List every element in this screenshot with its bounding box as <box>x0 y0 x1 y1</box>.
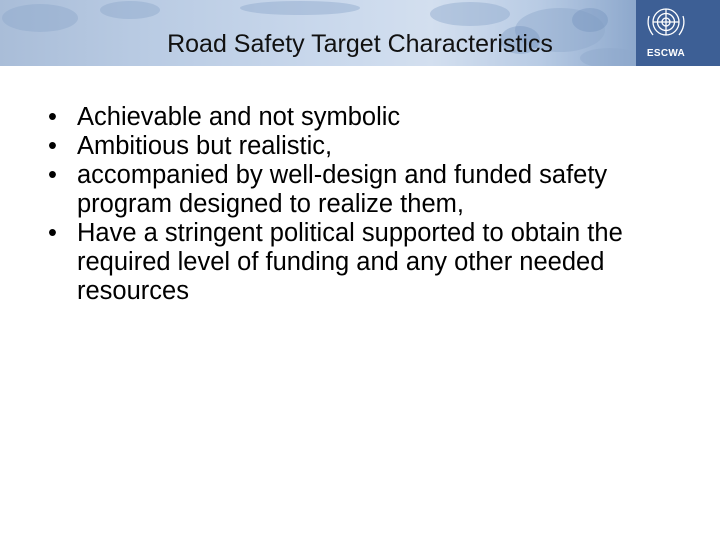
bullet-glyph: • <box>48 103 57 131</box>
bullet-list <box>48 103 688 306</box>
list-item-text: Have a stringent political supported to obtain the required level of funding and any other needed resources <box>77 219 623 305</box>
list-item-text: accompanied by well-design and funded safety program designed to realize them, <box>77 161 608 218</box>
bullet-glyph: • <box>48 219 57 247</box>
list-item-text: Achievable and not symbolic <box>77 103 401 131</box>
list-item <box>48 161 688 219</box>
list-item <box>48 219 688 306</box>
bullet-glyph: • <box>48 132 57 160</box>
logo-label: ESCWA <box>646 48 686 59</box>
bullet-glyph: • <box>48 161 57 189</box>
list-item <box>48 132 688 161</box>
slide-title: Road Safety Target Characteristics <box>167 30 553 58</box>
list-item <box>48 103 688 132</box>
list-item-text: Ambitious but realistic, <box>77 132 333 160</box>
header-banner <box>0 0 720 66</box>
